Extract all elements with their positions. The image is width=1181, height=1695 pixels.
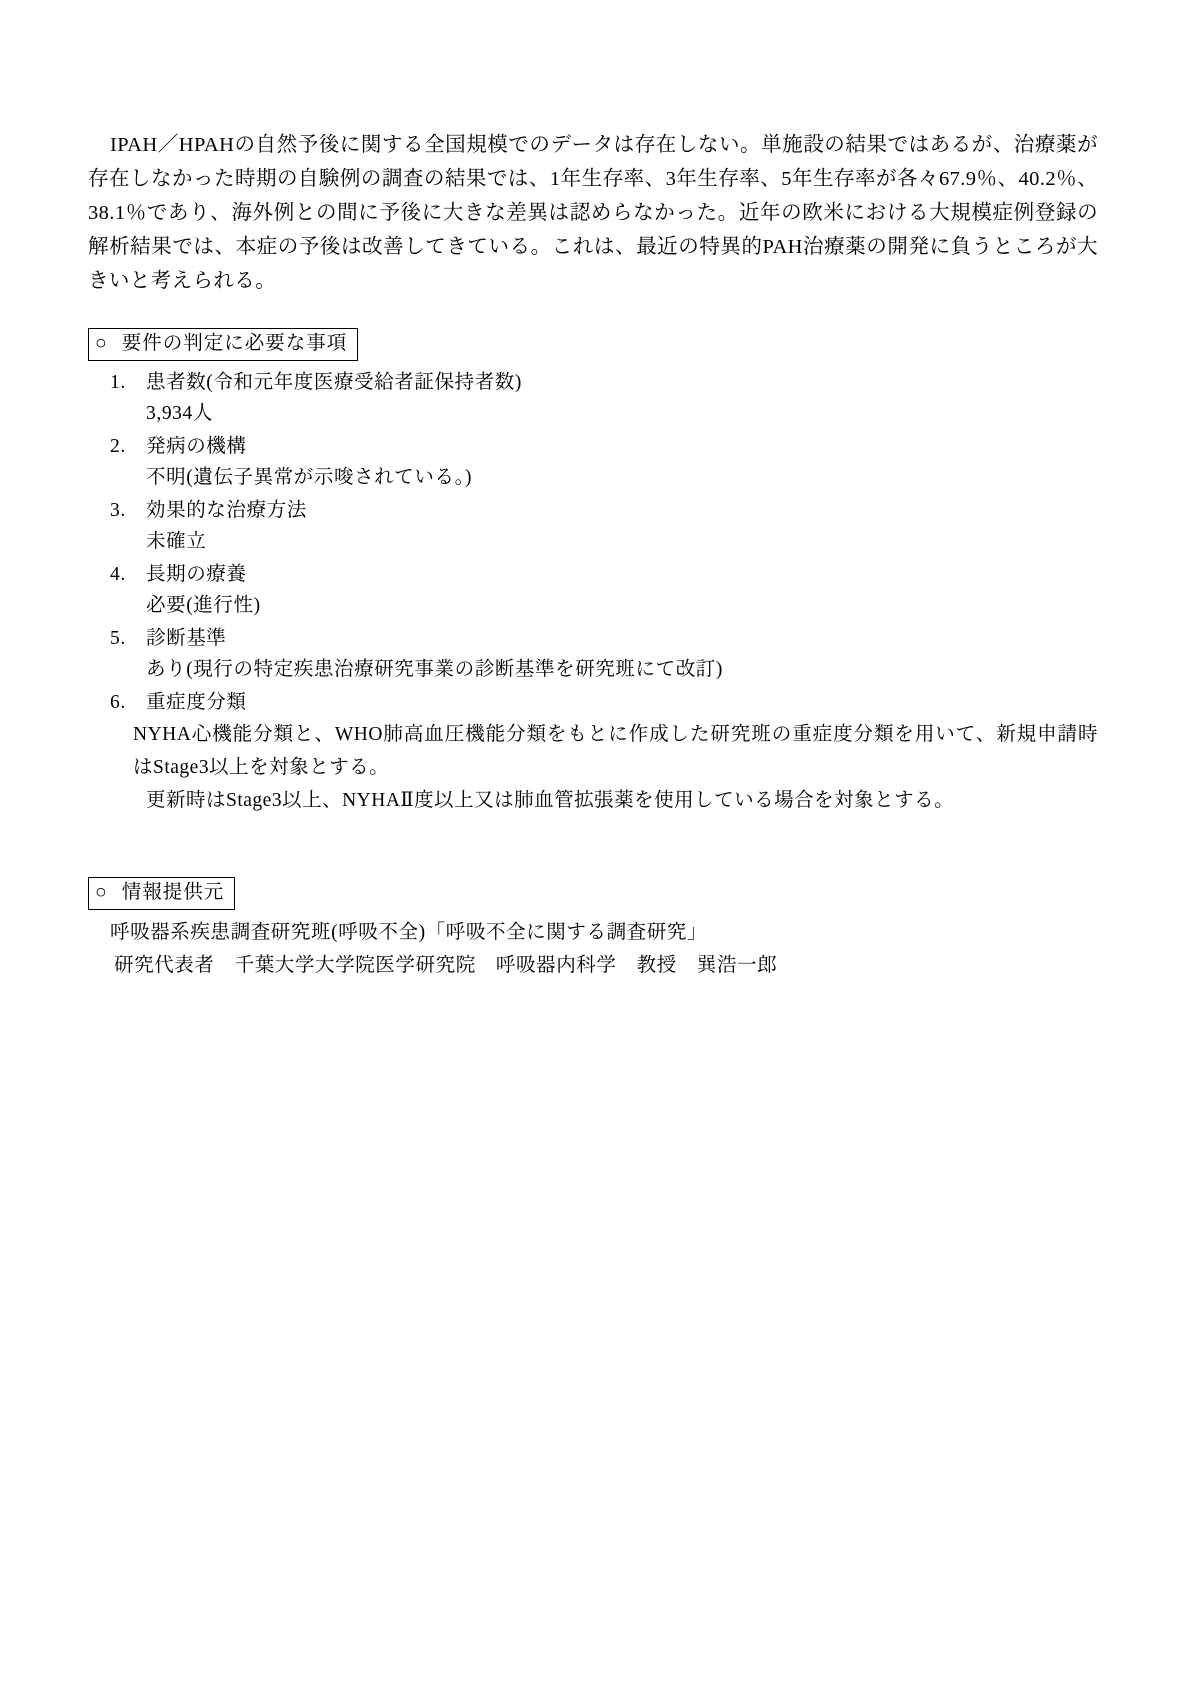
requirements-list <box>88 367 1098 817</box>
requirement-2-label: 発病の機構 <box>146 436 247 457</box>
requirement-3-label: 効果的な治療方法 <box>146 500 307 521</box>
section-heading-source-title: 情報提供元 <box>121 882 225 903</box>
requirement-6-body-line2: 更新時はStage3以上、NYHAⅡ度以上又は肺血管拡張薬を使用している場合を対象とする。 <box>146 790 955 811</box>
requirement-6-label: 重症度分類 <box>146 692 247 713</box>
requirement-1-number: 1. <box>110 372 126 393</box>
list-item <box>88 495 1098 557</box>
requirement-5-label-line <box>88 623 1098 654</box>
requirement-5-number: 5. <box>110 628 126 649</box>
list-item <box>88 367 1098 429</box>
requirement-3-value: 未確立 <box>146 531 207 552</box>
section-spacer <box>88 819 1098 877</box>
intro-paragraph-text: IPAH／HPAHの自然予後に関する全国規模でのデータは存在しない。単施設の結果ではあるが、治療薬が存在しなかった時期の自験例の調査の結果では、1年生存率、3年生存率、5年生存率が各々67.9％、40.2％、38.1％であり、海外例との間に予後に大きな差異は認めらなかった。近年の欧米における大規模症例登録の解析結果では、本症の予後は改善してきている。これは、最近の特異的PAH治療薬の開発に負うところが大きいと考えられる。 <box>88 134 1098 292</box>
circle-marker-icon: ○ <box>95 333 108 354</box>
requirement-2-label-line <box>88 431 1098 462</box>
requirement-1-label-line <box>88 367 1098 398</box>
section-heading-source <box>88 877 235 910</box>
source-line-2: 研究代表者 千葉大学大学院医学研究院 呼吸器内科学 教授 巽浩一郎 <box>114 955 778 976</box>
requirement-1-label: 患者数(令和元年度医療受給者証保持者数) <box>146 372 522 393</box>
list-item <box>88 687 1098 817</box>
requirement-4-number: 4. <box>110 564 126 585</box>
requirement-6-body-line1: NYHA心機能分類と、WHO肺高血圧機能分類をもとに作成した研究班の重症度分類を用いて、新規申請時はStage3以上を対象とする。 <box>133 724 1098 778</box>
requirement-6-number: 6. <box>110 692 126 713</box>
intro-paragraph <box>88 128 1098 298</box>
circle-marker-icon: ○ <box>95 882 108 903</box>
list-item <box>88 559 1098 621</box>
list-item <box>88 431 1098 493</box>
requirement-5-value: あり(現行の特定疾患治療研究事業の診断基準を研究班にて改訂) <box>146 659 723 680</box>
requirement-2-number: 2. <box>110 436 126 457</box>
list-item <box>88 623 1098 685</box>
requirement-6-label-line <box>88 687 1098 718</box>
requirement-4-value: 必要(進行性) <box>146 595 261 616</box>
requirement-2-value: 不明(遺伝子異常が示唆されている。) <box>146 467 473 488</box>
requirement-3-number: 3. <box>110 500 126 521</box>
section-heading-requirements <box>88 328 358 361</box>
document-content <box>88 128 1098 982</box>
source-line-1: 呼吸器系疾患調査研究班(呼吸不全)「呼吸不全に関する調査研究」 <box>110 922 708 943</box>
requirement-4-label-line <box>88 559 1098 590</box>
requirement-5-label: 診断基準 <box>146 628 227 649</box>
section-heading-requirements-title: 要件の判定に必要な事項 <box>121 333 348 354</box>
requirement-1-value: 3,934人 <box>146 403 213 424</box>
requirement-3-label-line <box>88 495 1098 526</box>
requirement-6-body <box>88 718 1098 817</box>
requirement-4-label: 長期の療養 <box>146 564 247 585</box>
